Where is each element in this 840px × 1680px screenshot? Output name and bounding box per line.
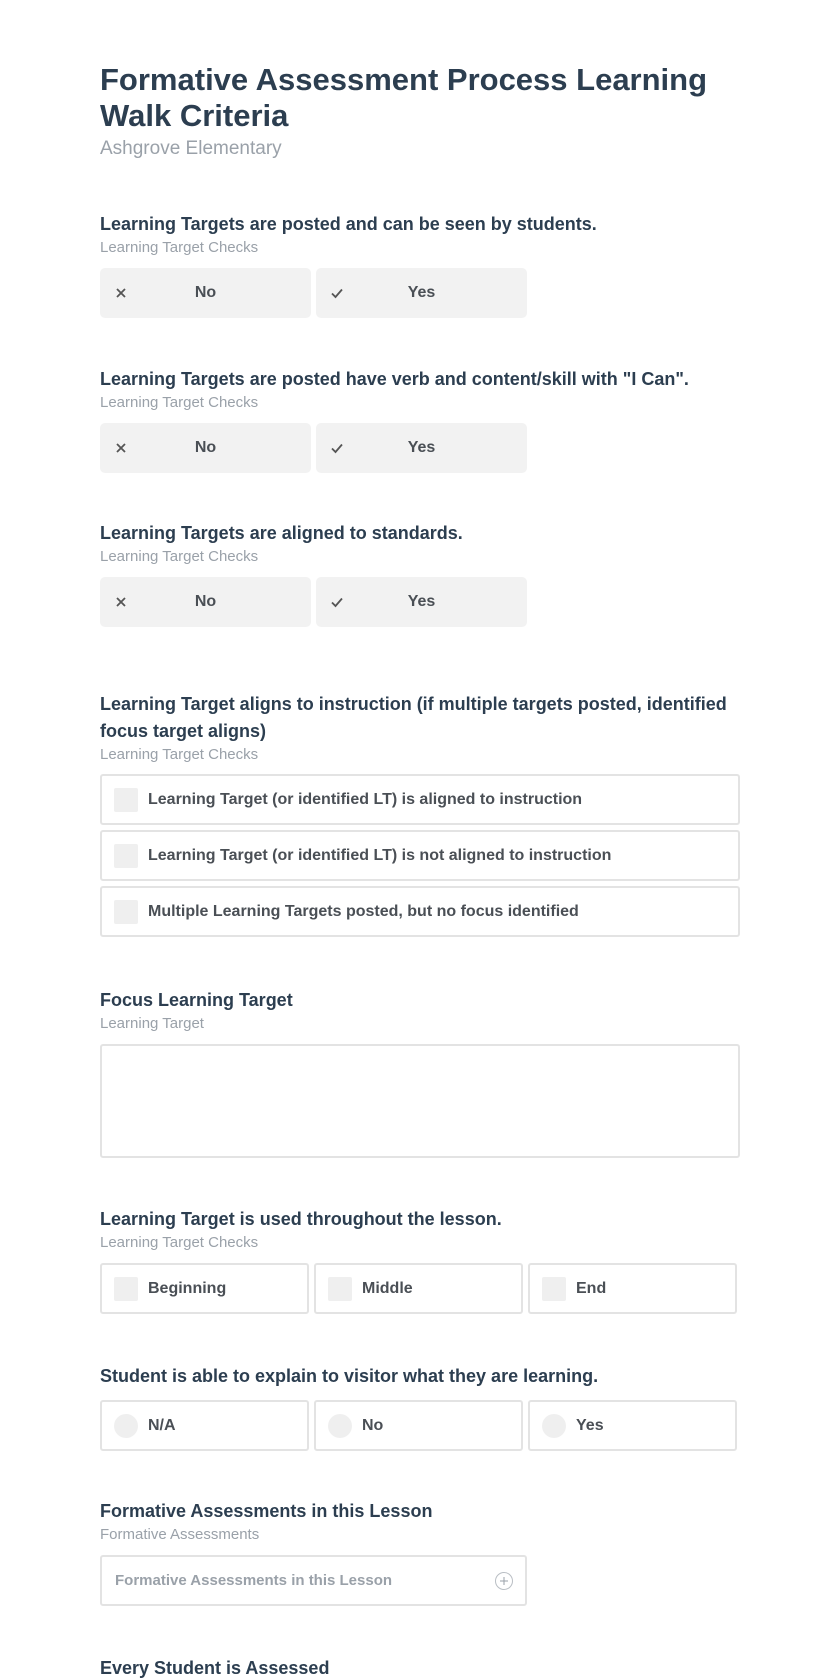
radio-option-na[interactable] bbox=[100, 1400, 309, 1451]
yes-label: Yes bbox=[407, 439, 436, 456]
option-label: Yes bbox=[576, 1416, 604, 1434]
option-label: Middle bbox=[362, 1279, 413, 1297]
option-label: N/A bbox=[148, 1416, 176, 1434]
question-targets-verb-content bbox=[100, 366, 760, 473]
question-focus-learning-target bbox=[100, 987, 760, 1158]
checkbox-list bbox=[100, 774, 760, 937]
x-icon bbox=[114, 286, 128, 300]
question-formative-assessments bbox=[100, 1498, 760, 1606]
option-label: No bbox=[362, 1416, 384, 1434]
x-icon bbox=[114, 441, 128, 455]
yes-button[interactable] bbox=[316, 577, 527, 627]
checkbox-option[interactable] bbox=[100, 774, 740, 825]
question-label: Student is able to explain to visitor what they are learning. bbox=[100, 1366, 599, 1386]
radio-button[interactable] bbox=[542, 1414, 566, 1438]
question-target-aligns-instruction bbox=[100, 691, 760, 942]
checkbox-option-beginning[interactable] bbox=[100, 1263, 309, 1314]
question-label: Formative Assessments in this Lesson bbox=[100, 1501, 433, 1521]
check-icon bbox=[330, 441, 344, 455]
question-category: Learning Target Checks bbox=[100, 1234, 259, 1251]
checkbox[interactable] bbox=[114, 900, 138, 924]
no-label: No bbox=[194, 439, 217, 456]
checkbox[interactable] bbox=[114, 1277, 138, 1301]
yes-label: Yes bbox=[407, 593, 436, 610]
no-label: No bbox=[194, 593, 217, 610]
question-category: Learning Target Checks bbox=[100, 394, 259, 411]
question-label: Learning Targets are posted have verb and content/skill with "I Can". bbox=[100, 369, 689, 389]
yes-label: Yes bbox=[407, 284, 436, 301]
check-icon bbox=[330, 286, 344, 300]
checkbox-option[interactable] bbox=[100, 886, 740, 937]
radio-button[interactable] bbox=[114, 1414, 138, 1438]
checkbox[interactable] bbox=[114, 844, 138, 868]
no-button[interactable] bbox=[100, 268, 311, 318]
checkbox[interactable] bbox=[328, 1277, 352, 1301]
checkbox-option[interactable] bbox=[100, 830, 740, 881]
no-button[interactable] bbox=[100, 577, 311, 627]
question-target-used-throughout bbox=[100, 1206, 760, 1314]
option-label: Learning Target (or identified LT) is not aligned to instruction bbox=[148, 846, 612, 864]
checkbox[interactable] bbox=[542, 1277, 566, 1301]
option-label: Multiple Learning Targets posted, but no focus identified bbox=[148, 902, 579, 920]
focus-target-textarea[interactable] bbox=[100, 1044, 740, 1158]
radio-option-no[interactable] bbox=[314, 1400, 523, 1451]
question-label: Learning Target aligns to instruction (if multiple targets posted, identified focus target aligns) bbox=[100, 694, 727, 741]
checkbox-option-middle[interactable] bbox=[314, 1263, 523, 1314]
question-category: Learning Target Checks bbox=[100, 746, 259, 763]
school-name: Ashgrove Elementary bbox=[100, 138, 282, 159]
radio-button[interactable] bbox=[328, 1414, 352, 1438]
yes-no-group bbox=[100, 577, 760, 627]
yes-button[interactable] bbox=[316, 268, 527, 318]
question-label: Every Student is Assessed bbox=[100, 1658, 330, 1678]
question-student-explains bbox=[100, 1363, 760, 1451]
question-category: Formative Assessments bbox=[100, 1526, 260, 1543]
checkbox-option-end[interactable] bbox=[528, 1263, 737, 1314]
yes-no-group bbox=[100, 268, 760, 318]
question-label: Focus Learning Target bbox=[100, 990, 293, 1010]
no-button[interactable] bbox=[100, 423, 311, 473]
x-icon bbox=[114, 595, 128, 609]
radio-option-yes[interactable] bbox=[528, 1400, 737, 1451]
question-category: Learning Target Checks bbox=[100, 239, 259, 256]
form-header bbox=[100, 62, 760, 160]
plus-circle-icon[interactable] bbox=[495, 1572, 513, 1590]
radio-group bbox=[100, 1400, 760, 1451]
question-every-student-assessed bbox=[100, 1655, 760, 1680]
yes-button[interactable] bbox=[316, 423, 527, 473]
page-title: Formative Assessment Process Learning Walk Criteria bbox=[100, 62, 708, 133]
question-label: Learning Target is used throughout the lesson. bbox=[100, 1209, 502, 1229]
question-targets-standards bbox=[100, 520, 760, 627]
select-placeholder: Formative Assessments in this Lesson bbox=[115, 1572, 393, 1589]
question-label: Learning Targets are aligned to standards. bbox=[100, 523, 463, 543]
question-category: Learning Target Checks bbox=[100, 548, 259, 565]
formative-assessments-select[interactable] bbox=[100, 1555, 527, 1606]
no-label: No bbox=[194, 284, 217, 301]
option-label: End bbox=[576, 1279, 607, 1297]
question-targets-posted bbox=[100, 211, 760, 318]
option-label: Learning Target (or identified LT) is aligned to instruction bbox=[148, 790, 583, 808]
check-icon bbox=[330, 595, 344, 609]
question-label: Learning Targets are posted and can be seen by students. bbox=[100, 214, 597, 234]
question-category: Learning Target bbox=[100, 1015, 204, 1032]
checkbox[interactable] bbox=[114, 788, 138, 812]
option-label: Beginning bbox=[148, 1279, 227, 1297]
checkbox-group bbox=[100, 1263, 760, 1314]
yes-no-group bbox=[100, 423, 760, 473]
